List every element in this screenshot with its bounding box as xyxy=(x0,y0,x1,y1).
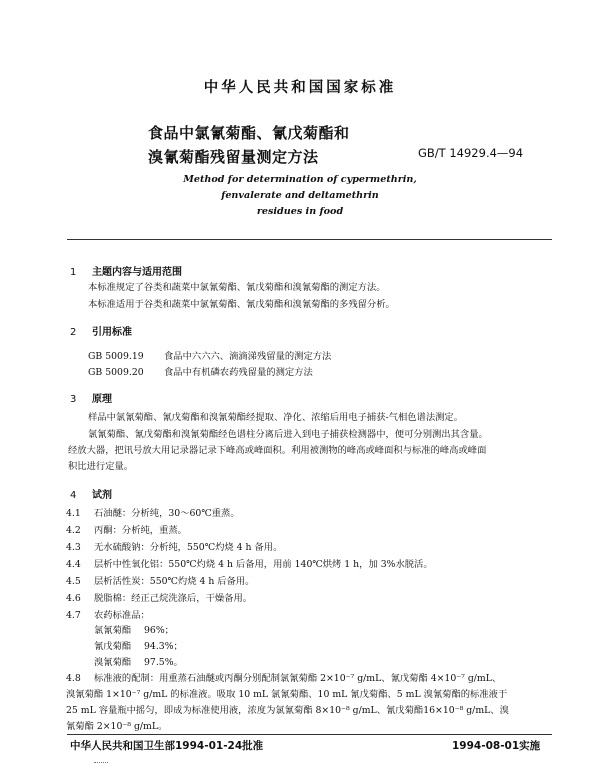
item-number: 4.5 xyxy=(66,576,81,587)
paragraph-line: 经放大器，把讯号放大用记录器记录下峰高或峰面积。利用被测物的峰高或峰面积与标准的峰高或峰面 xyxy=(68,445,487,456)
item-text: 层析中性氧化铝：550℃灼烧 4 h 后备用，用前 140℃烘烤 1 h，加 3%水脱活。 xyxy=(94,559,433,570)
item-text: 农药标准品： xyxy=(94,610,150,621)
reagent-item xyxy=(66,505,240,519)
national-standard-heading: 中华人民共和国国家标准 xyxy=(203,80,397,96)
section-title: 原理 xyxy=(92,394,112,405)
item-text: 层析活性炭：550℃灼烧 4 h 后备用。 xyxy=(94,576,255,587)
paragraph-line: 积比进行定量。 xyxy=(68,461,134,472)
section-1-heading xyxy=(70,263,182,278)
implementation-date: 1994-08-01实施 xyxy=(452,740,541,752)
reagent-item-4-8 xyxy=(66,670,501,684)
purity-row xyxy=(94,622,174,636)
reagent-item xyxy=(66,539,282,553)
section-title: 主题内容与适用范围 xyxy=(92,267,182,278)
header-divider xyxy=(67,239,552,240)
purity-row xyxy=(94,654,183,668)
item-text: 石油醚：分析纯，30～60℃重蒸。 xyxy=(94,508,240,519)
paragraph: 本标准适用于谷类和蔬菜中氯氰菊酯、氰戊菊酯和溴氰菊酯的多残留分析。 xyxy=(88,299,395,310)
section-number: 4 xyxy=(70,490,77,501)
scan-artifact xyxy=(94,762,108,765)
reference-title: 食品中六六六、滴滴涕残留量的测定方法 xyxy=(164,351,332,362)
paragraph-line: 氯氰菊酯、氰戊菊酯和溴氰菊酯经色谱柱分离后进入到电子捕获检测器中，便可分别测出其含量。 xyxy=(88,429,488,440)
purity-value: 96%； xyxy=(144,625,174,636)
english-title-line-1: Method for determination of cypermethrin, xyxy=(183,174,417,185)
paragraph-line: 溴氰菊酯 1×10⁻⁷ g/mL 的标准液。吸取 10 mL 氯氰菊酯、10 mL 氰戊菊酯、5 mL 溴氰菊酯的标准液于 xyxy=(66,689,508,700)
section-number: 2 xyxy=(70,327,77,338)
item-number: 4.7 xyxy=(66,610,81,621)
pesticide-name: 氯氰菊酯 xyxy=(94,625,132,636)
section-4-heading xyxy=(70,486,112,501)
reference-title: 食品中有机磷农药残留量的测定方法 xyxy=(164,367,313,378)
reagent-item xyxy=(66,522,187,536)
footer-divider xyxy=(67,734,552,735)
section-number: 1 xyxy=(70,267,77,278)
document-title-line-2: 溴氰菊酯残留量测定方法 xyxy=(148,148,319,166)
section-number: 3 xyxy=(70,394,77,405)
item-text: 丙酮：分析纯，重蒸。 xyxy=(94,525,187,536)
purity-value: 97.5%。 xyxy=(144,657,183,668)
english-title-line-3: residues in food xyxy=(256,206,344,217)
english-title-line-2: fenvalerate and deltamethrin xyxy=(221,190,379,201)
item-text: 标准液的配制：用重蒸石油醚或丙酮分别配制氯氰菊酯 2×10⁻⁷ g/mL、氰戊菊酯 4×10⁻⁷ g/mL、 xyxy=(94,673,502,684)
paragraph-line: 氰菊酯 2×10⁻⁸ g/mL。 xyxy=(66,721,168,732)
item-number: 4.1 xyxy=(66,508,81,519)
item-number: 4.6 xyxy=(66,593,81,604)
pesticide-name: 溴氰菊酯 xyxy=(94,657,132,668)
reference-code: GB 5009.20 xyxy=(88,367,144,378)
item-text: 无水硫酸钠：分析纯，550℃灼烧 4 h 备用。 xyxy=(94,542,283,553)
reagent-item xyxy=(66,573,254,587)
item-number: 4.2 xyxy=(66,525,81,536)
section-title: 引用标准 xyxy=(92,327,132,338)
section-title: 试剂 xyxy=(92,490,112,501)
item-text: 脱脂棉：经正己烷洗涤后，干燥备用。 xyxy=(94,593,253,604)
approval-line: 中华人民共和国卫生部1994-01-24批准 xyxy=(70,740,264,752)
reference-item xyxy=(88,364,313,378)
item-number: 4.3 xyxy=(66,542,81,553)
reference-code: GB 5009.19 xyxy=(88,351,144,362)
standard-code: GB/T 14929.4—94 xyxy=(418,146,524,160)
paragraph-line: 25 mL 容量瓶中摇匀，即成为标准使用液，浓度为氯氰菊酯 8×10⁻⁸ g/mL、氰戊菊酯16×10⁻⁸ g/mL、溴 xyxy=(66,705,509,716)
paragraph-line: 样品中氯氰菊酯、氰戊菊酯和溴氰菊酯经提取、净化、浓缩后用电子捕获-气相色谱法测定。 xyxy=(88,412,464,423)
purity-row xyxy=(94,638,183,652)
item-number: 4.8 xyxy=(66,673,81,684)
section-2-heading xyxy=(70,323,132,338)
purity-value: 94.3%； xyxy=(144,641,183,652)
pesticide-name: 氰戊菊酯 xyxy=(94,641,132,652)
reference-item xyxy=(88,348,331,362)
section-3-heading xyxy=(70,390,112,405)
item-number: 4.4 xyxy=(66,559,81,570)
paragraph: 本标准规定了谷类和蔬菜中氯氰菊酯、氰戊菊酯和溴氰菊酯的测定方法。 xyxy=(88,282,386,293)
reagent-item xyxy=(66,590,252,604)
document-title-line-1: 食品中氯氰菊酯、氰戊菊酯和 xyxy=(148,124,350,142)
reagent-item xyxy=(66,607,150,621)
reagent-item xyxy=(66,556,433,570)
